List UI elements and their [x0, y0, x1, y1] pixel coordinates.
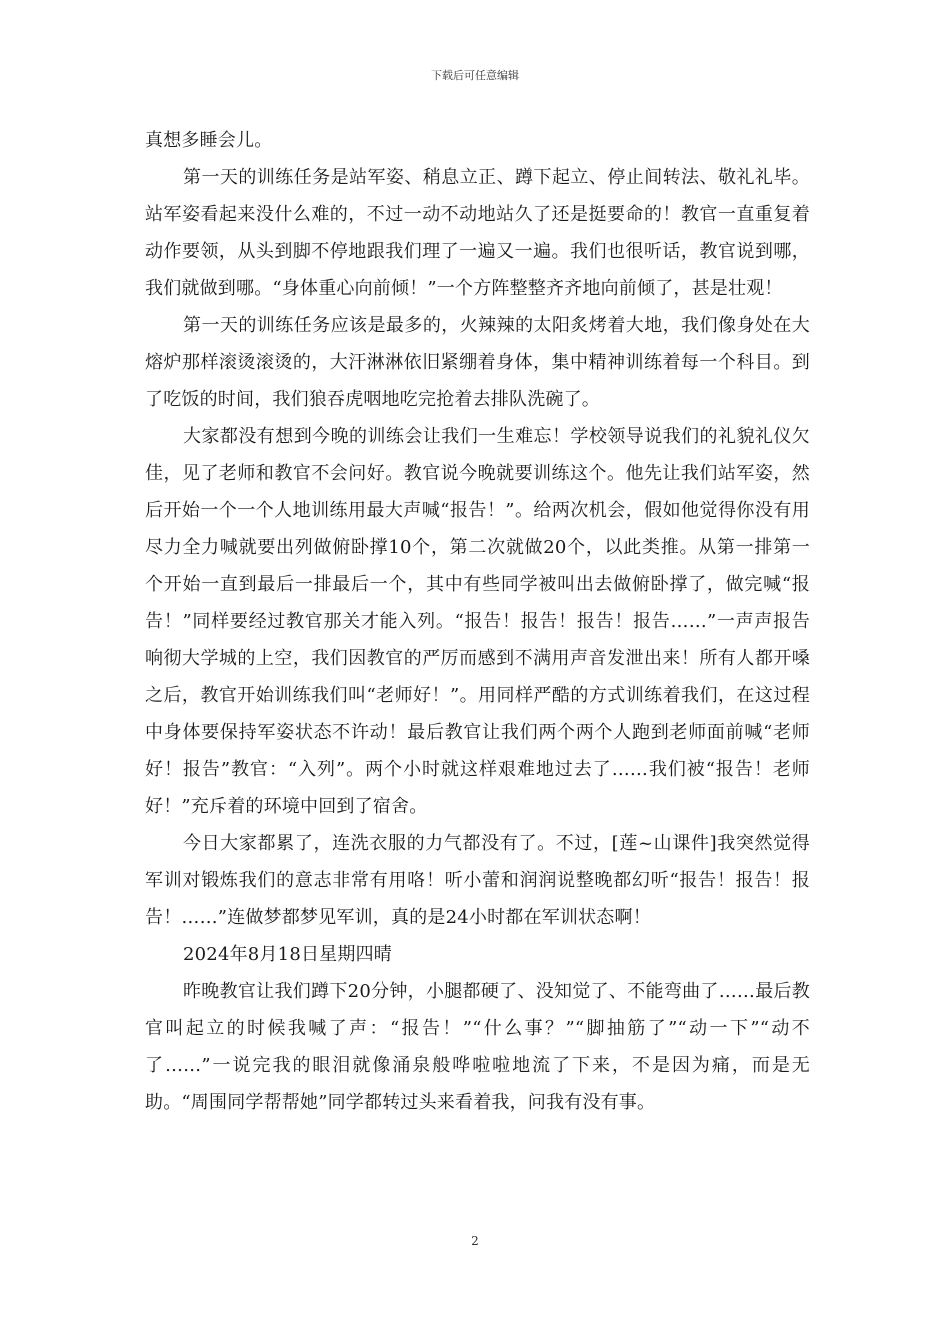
document-body — [145, 122, 810, 1121]
paragraph-evening-training: 大家都没有想到今晚的训练会让我们一生难忘！学校领导说我们的礼貌礼仪欠佳，见了老师和教官不会问好。教官说今晚就要训练这个。他先让我们站军姿，然后开始一个一个人地训练用最大声喊“报告！”。给两次机会，假如他觉得你没有用尽力全力喊就要出列做俯卧撑10个，第二次就做20个，以此类推。从第一排第一个开始一直到最后一排最后一个，其中有些同学被叫出去做俯卧撑了，做完喊“报告！”同样要经过教官那关才能入列。“报告！报告！报告！报告……”一声声报告响彻大学城的上空，我们因教官的严厉而感到不满用声音发泄出来！所有人都开嗓之后，教官开始训练我们叫“老师好！”。用同样严酷的方式训练着我们，在这过程中身体要保持军姿状态不许动！最后教官让我们两个两个人跑到老师面前喊“老师好！报告”教官：“入列”。两个小时就这样艰难地过去了……我们被“报告！老师好！”充斥着的环境中回到了宿舍。 — [145, 426, 810, 817]
page-number: 2 — [471, 1234, 479, 1248]
paragraph-squat-cramp: 昨晚教官让我们蹲下20分钟，小腿都硬了、没知觉了、不能弯曲了……最后教官叫起立的时候我喊了声：“报告！”“什么事？”“脚抽筋了”“动一下”“动不了……”一说完我的眼泪就像涌泉般哗啦啦地流了下来，不是因为痛，而是无助。“周围同学帮帮她”同学都转过头来看着我，问我有没有事。 — [145, 981, 810, 1113]
paragraph-continuation: 真想多睡会儿。 — [145, 130, 273, 151]
page-header-note: 下载后可任意编辑 — [431, 69, 519, 82]
paragraph-first-day-heat: 第一天的训练任务应该是最多的，火辣辣的太阳炙烤着大地，我们像身处在大熔炉那样滚烫滚烫的，大汗淋淋依旧紧绷着身体，集中精神训练着每一个科目。到了吃饭的时间，我们狼吞虎咽地吃完抢着去排队洗碗了。 — [145, 315, 810, 410]
diary-date-line: 2024年8月18日星期四晴 — [183, 944, 392, 965]
paragraph-first-day-tasks: 第一天的训练任务是站军姿、稍息立正、蹲下起立、停止间转法、敬礼礼毕。站军姿看起来没什么难的，不过一动不动地站久了还是挺要命的！教官一直重复着动作要领，从头到脚不停地跟我们理了一遍又一遍。我们也很听话，教官说到哪，我们就做到哪。“身体重心向前倾！”一个方阵整整齐齐地向前倾了，甚是壮观！ — [145, 167, 810, 299]
paragraph-tired-today: 今日大家都累了，连洗衣服的力气都没有了。不过，[莲~山课件]我突然觉得军训对锻炼我们的意志非常有用咯！听小蕾和润润说整晚都幻听“报告！报告！报告！……”连做梦都梦见军训，真的是24小时都在军训状态啊！ — [145, 833, 810, 928]
